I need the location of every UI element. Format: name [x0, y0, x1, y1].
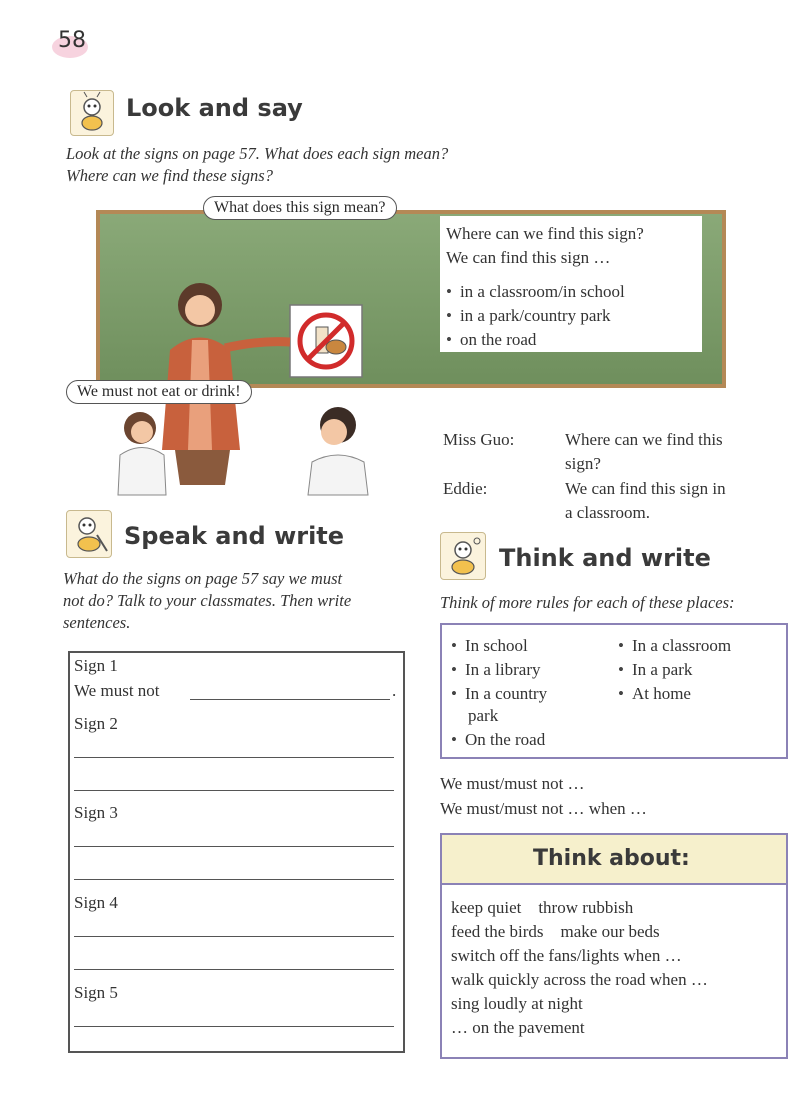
- page-number: 58: [58, 28, 86, 53]
- girl-speech-bubble: We must not eat or drink!: [66, 380, 252, 404]
- speaker-eddie: Eddie:: [443, 479, 488, 498]
- speaker-miss-guo: Miss Guo:: [443, 430, 515, 449]
- sentence-pattern-1: We must/must not …: [440, 774, 585, 793]
- think-about-line-5: sing loudly at night: [451, 994, 583, 1013]
- sign-5-label: Sign 5: [74, 983, 118, 1002]
- sign-1-label: Sign 1: [74, 656, 118, 675]
- teacher-speech-bubble: What does this sign mean?: [203, 196, 397, 220]
- panel-question: Where can we find this sign?: [446, 224, 644, 243]
- look-and-say-instruction-1: Look at the signs on page 57. What does each sign mean?: [66, 144, 449, 163]
- miss-guo-line-1: Where can we find this: [565, 430, 723, 449]
- sign-1-prompt: We must not: [74, 681, 160, 700]
- sign-3-answer-line-1[interactable]: [74, 846, 394, 847]
- sign-3-label: Sign 3: [74, 803, 118, 822]
- place-in-a-country: • In a country: [451, 682, 547, 706]
- sign-4-answer-line-1[interactable]: [74, 936, 394, 937]
- place-on-the-road: • On the road: [451, 728, 545, 752]
- speak-and-write-instruction-1: What do the signs on page 57 say we must: [63, 569, 343, 588]
- sign-2-answer-line-1[interactable]: [74, 757, 394, 758]
- think-about-line-4: walk quickly across the road when …: [451, 970, 708, 989]
- think-about-line-1: keep quiet throw rubbish: [451, 898, 634, 917]
- speak-and-write-instruction-3: sentences.: [63, 613, 131, 632]
- think-about-title: Think about:: [533, 846, 690, 871]
- think-about-line-2: feed the birds make our beds: [451, 922, 660, 941]
- think-about-line-3: switch off the fans/lights when …: [451, 946, 682, 965]
- look-and-say-heading: Look and say: [126, 94, 303, 122]
- place-in-school: • In school: [451, 634, 528, 658]
- sign-5-answer-line-1[interactable]: [74, 1026, 394, 1027]
- panel-bullet-park: • in a park/country park: [446, 304, 611, 328]
- place-in-a-park: • In a park: [618, 658, 692, 682]
- panel-bullet-road: • on the road: [446, 328, 536, 352]
- sign-1-period: .: [392, 681, 397, 700]
- place-country-park-wrap: park: [468, 706, 499, 725]
- panel-answer-stem: We can find this sign …: [446, 248, 611, 267]
- speak-and-write-heading: Speak and write: [124, 522, 345, 550]
- writing-card: [68, 651, 405, 1053]
- think-and-write-heading: Think and write: [499, 544, 711, 572]
- think-and-write-instruction: Think of more rules for each of these places:: [440, 593, 735, 612]
- no-eating-drinking-sign-icon: [294, 309, 358, 373]
- place-in-a-classroom: • In a classroom: [618, 634, 731, 658]
- bee-thinking-mascot-icon: [440, 532, 486, 580]
- look-and-say-instruction-2: Where can we find these signs?: [66, 166, 273, 185]
- panel-bullet-classroom: • in a classroom/in school: [446, 280, 625, 304]
- bee-writing-mascot-icon: [66, 510, 112, 558]
- think-about-line-6: … on the pavement: [451, 1018, 585, 1037]
- sign-2-label: Sign 2: [74, 714, 118, 733]
- sign-4-answer-line-2[interactable]: [74, 969, 394, 970]
- sign-2-answer-line-2[interactable]: [74, 790, 394, 791]
- speak-and-write-instruction-2: not do? Talk to your classmates. Then write: [63, 591, 352, 610]
- eddie-line-2: a classroom.: [565, 503, 650, 522]
- place-at-home: • At home: [618, 682, 691, 706]
- sentence-pattern-2: We must/must not … when …: [440, 799, 647, 818]
- sign-1-answer-line[interactable]: [190, 699, 390, 700]
- miss-guo-line-2: sign?: [565, 454, 601, 473]
- place-in-a-library: • In a library: [451, 658, 540, 682]
- sign-4-label: Sign 4: [74, 893, 118, 912]
- eddie-line-1: We can find this sign in: [565, 479, 726, 498]
- sign-3-answer-line-2[interactable]: [74, 879, 394, 880]
- bee-mascot-icon: [70, 90, 114, 136]
